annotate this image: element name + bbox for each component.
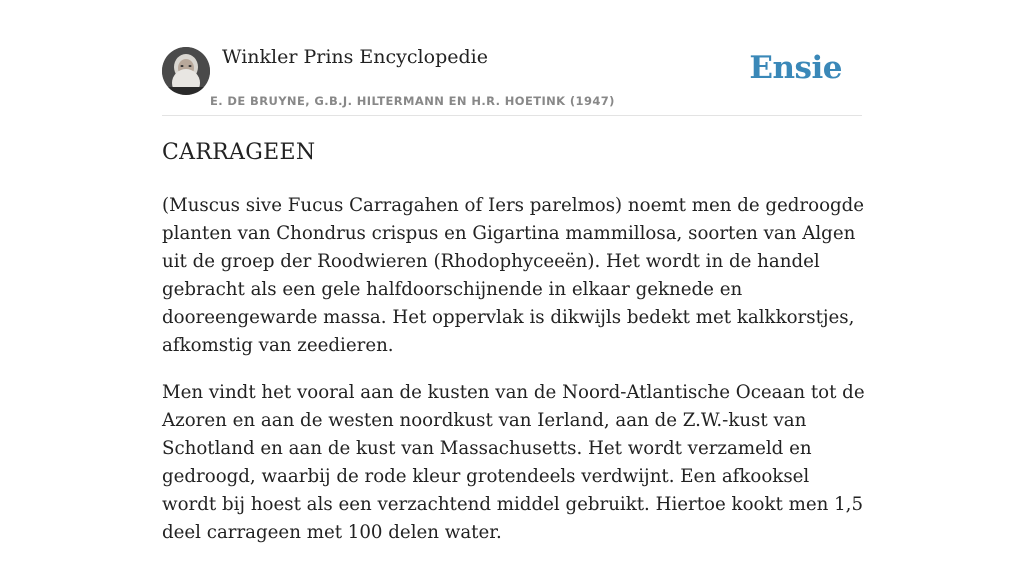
source-title[interactable]: Winkler Prins Encyclopedie <box>222 46 488 68</box>
brand-logo[interactable]: Ensie <box>749 50 842 86</box>
source-header <box>162 0 862 116</box>
portrait-avatar-icon <box>162 47 210 95</box>
page-content <box>162 0 865 543</box>
entry-title: CARRAGEEN <box>162 140 316 165</box>
source-authors: E. DE BRUYNE, G.B.J. HILTERMANN EN H.R. HOETINK (1947) <box>210 94 615 108</box>
entry-body <box>162 192 867 566</box>
entry-paragraph: Men vindt het vooral aan de kusten van de Noord-Atlantische Oceaan tot de Azoren en aan de westen noordkust van Ierland, aan de Z.W.-kust van Schotland en aan de kust van Massachusetts. Het wordt verzameld en gedroogd, waarbij de rode kleur grotendeels verdwijnt. Een afkooksel wordt bij hoest als een verzachtend middel gebruikt. Hiertoe kookt men 1,5 deel carrageen met 100 delen water. <box>162 382 865 543</box>
entry-paragraph: (Muscus sive Fucus Carragahen of Iers parelmos) noemt men de gedroogde planten van Chondrus crispus en Gigartina mammillosa, soorten van Algen uit de groep der Roodwieren (Rhodophyceeën). Het wordt in de handel gebracht als een gele halfdoorschijnende in elkaar geknede en dooreengewarde massa. Het oppervlak is dikwijls bedekt met kalkkorstjes, afkomstig van zeedieren. <box>162 195 865 356</box>
